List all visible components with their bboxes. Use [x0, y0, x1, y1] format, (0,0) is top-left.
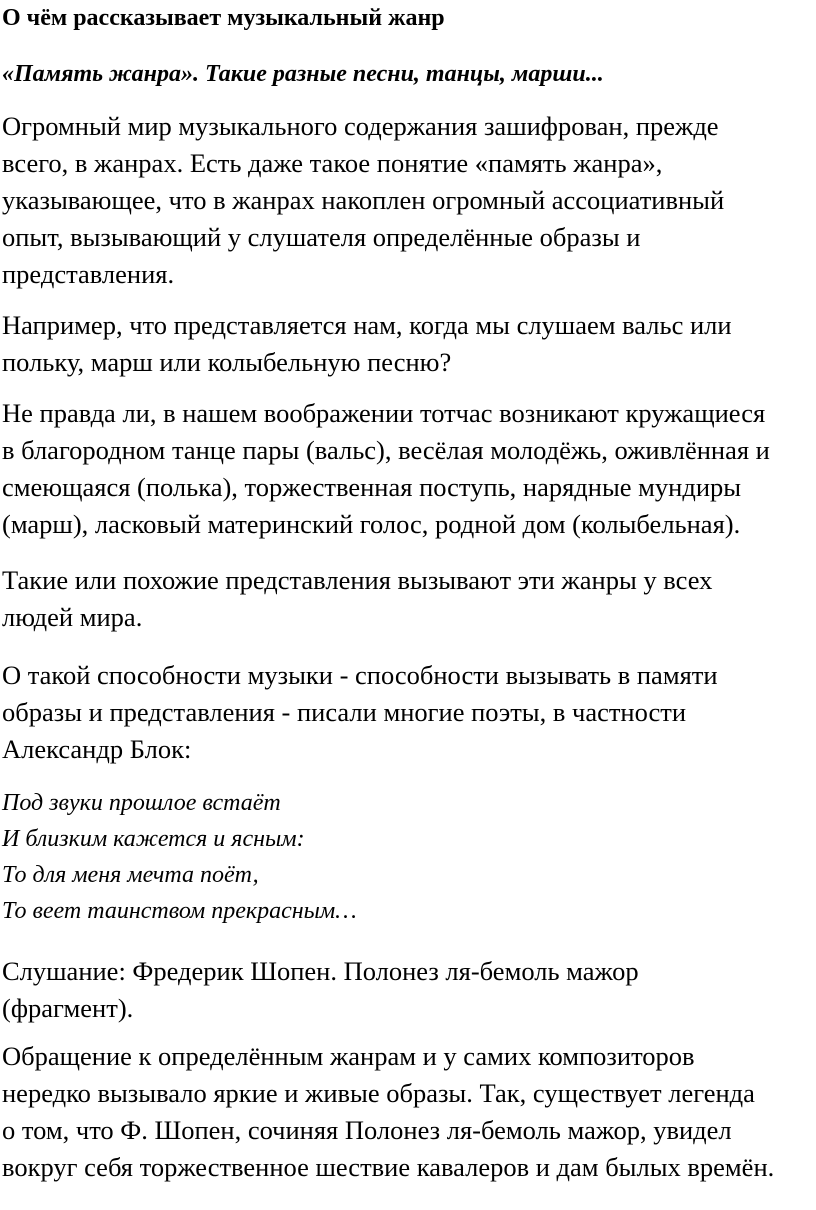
paragraph-line: (марш), ласковый материнский голос, родной дом (колыбельная).	[2, 509, 741, 539]
paragraph-question	[2, 307, 814, 381]
paragraph-line: представления.	[2, 259, 175, 289]
paragraph-line: указывающее, что в жанрах накоплен огромный ассоциативный	[2, 185, 725, 215]
paragraph-imagery	[2, 395, 814, 543]
paragraph-line: о том, что Ф. Шопен, сочиняя Полонез ля-бемоль мажор, увидел	[2, 1115, 732, 1145]
document-heading: О чём рассказывает музыкальный жанр	[2, 5, 445, 31]
poem-line: Под звуки прошлое встаёт	[2, 790, 281, 816]
paragraph-line: Огромный мир музыкального содержания зашифрован, прежде	[2, 111, 719, 141]
paragraph-line: Слушание: Фредерик Шопен. Полонез ля-бемоль мажор	[2, 956, 639, 986]
paragraph-line: людей мира.	[2, 602, 143, 632]
paragraph-line: Александр Блок:	[2, 734, 192, 764]
paragraph-line: всего, в жанрах. Есть даже такое понятие «память жанра»,	[2, 148, 663, 178]
paragraph-intro	[2, 108, 814, 293]
paragraph-line: Не правда ли, в нашем воображении тотчас возникают кружащиеся	[2, 398, 766, 428]
paragraph-poets	[2, 657, 814, 768]
paragraph-listening	[2, 953, 814, 1027]
paragraph-line: польку, марш или колыбельную песню?	[2, 347, 452, 377]
poem-quote	[2, 785, 814, 929]
paragraph-line: Такие или похожие представления вызывают эти жанры у всех	[2, 565, 713, 595]
paragraph-line: нередко вызывало яркие и живые образы. Так, существует легенда	[2, 1078, 755, 1108]
poem-line: То для меня мечта поёт,	[2, 862, 259, 888]
paragraph-line: опыт, вызывающий у слушателя определённые образы и	[2, 222, 641, 252]
paragraph-line: (фрагмент).	[2, 993, 134, 1023]
paragraph-universal	[2, 562, 814, 636]
paragraph-line: Например, что представляется нам, когда мы слушаем вальс или	[2, 310, 732, 340]
paragraph-line: О такой способности музыки - способности вызывать в памяти	[2, 660, 718, 690]
poem-line: То веет таинством прекрасным…	[2, 898, 357, 924]
poem-line: И близким кажется и ясным:	[2, 826, 305, 852]
paragraph-legend	[2, 1038, 814, 1186]
paragraph-line: образы и представления - писали многие поэты, в частности	[2, 697, 687, 727]
paragraph-line: в благородном танце пары (вальс), весёлая молодёжь, оживлённая и	[2, 435, 770, 465]
paragraph-line: смеющаяся (полька), торжественная поступь, нарядные мундиры	[2, 472, 742, 502]
paragraph-line: Обращение к определённым жанрам и у самих композиторов	[2, 1041, 695, 1071]
document-subheading: «Память жанра». Такие разные песни, танцы, марши...	[2, 61, 604, 87]
paragraph-line: вокруг себя торжественное шествие кавалеров и дам былых времён.	[2, 1152, 775, 1182]
